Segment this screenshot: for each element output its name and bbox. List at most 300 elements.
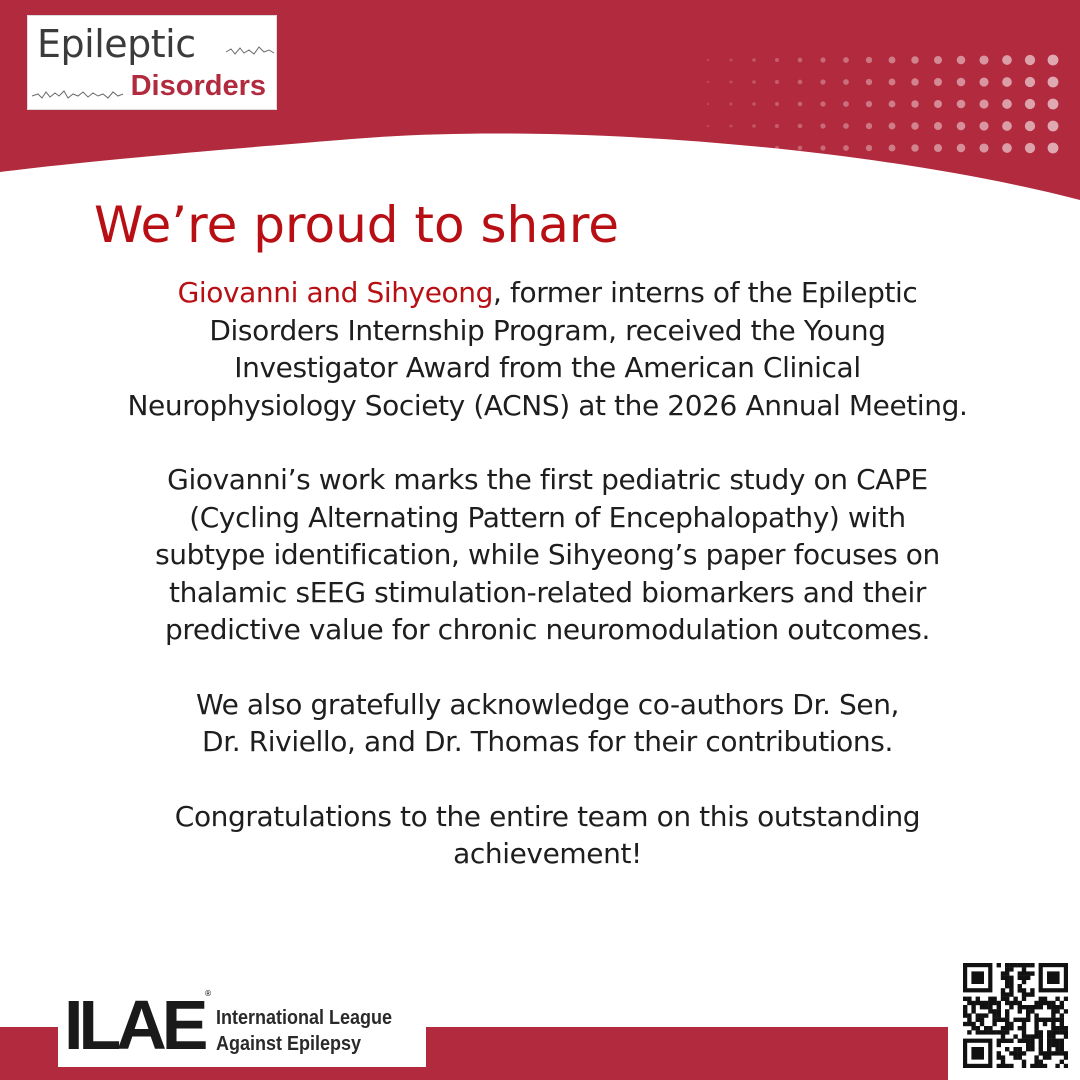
qr-module [1026, 976, 1030, 980]
decorative-dot [798, 102, 803, 107]
qr-module [1064, 1055, 1068, 1059]
qr-module [1005, 1018, 1009, 1022]
qr-module [1060, 1051, 1064, 1055]
qr-module [976, 997, 980, 1001]
decorative-dot [957, 78, 966, 87]
qr-module [1009, 988, 1013, 992]
qr-module [1039, 1047, 1043, 1051]
text-line: Dr. Riviello, and Dr. Thomas for their contributions. [202, 725, 893, 758]
qr-finder [1047, 971, 1060, 984]
qr-module [1030, 1005, 1034, 1009]
qr-module [1009, 1039, 1013, 1043]
ilae-name-line1: International League [216, 1007, 393, 1029]
qr-module [1026, 1005, 1030, 1009]
qr-module [1022, 1064, 1026, 1068]
decorative-dot [1002, 143, 1012, 153]
qr-module [1034, 1060, 1038, 1064]
qr-module [980, 1013, 984, 1017]
qr-module [1047, 1047, 1051, 1051]
qr-module [976, 1013, 980, 1017]
qr-module [1009, 1051, 1013, 1055]
qr-module [1051, 1039, 1055, 1043]
qr-module [1060, 1039, 1064, 1043]
qr-module [1018, 976, 1022, 980]
qr-module [1055, 1005, 1059, 1009]
qr-module [1055, 1026, 1059, 1030]
qr-module [1064, 997, 1068, 1001]
decorative-dot [798, 124, 803, 129]
qr-module [1043, 1001, 1047, 1005]
qr-module [1001, 992, 1005, 996]
qr-module [1022, 992, 1026, 996]
decorative-dot [752, 102, 756, 106]
decorative-dot [866, 145, 872, 151]
decorative-dot [752, 58, 756, 62]
qr-module [1001, 1034, 1005, 1038]
qr-module [1013, 963, 1017, 967]
qr-module [988, 1030, 992, 1034]
qr-module [997, 1039, 1001, 1043]
decorative-dot [1002, 77, 1012, 87]
decorative-dot [979, 99, 988, 108]
decorative-dot [775, 80, 779, 84]
qr-module [988, 1005, 992, 1009]
qr-module [1047, 1030, 1051, 1034]
qr-module [1005, 976, 1009, 980]
qr-module [1022, 997, 1026, 1001]
awardees-names: Giovanni and Sihyeong [177, 276, 493, 309]
decorative-dot [957, 100, 966, 109]
qr-module [1055, 1009, 1059, 1013]
qr-module [1013, 997, 1017, 1001]
qr-module [1064, 1034, 1068, 1038]
qr-module [1034, 1001, 1038, 1005]
qr-module [1022, 1005, 1026, 1009]
qr-module [1022, 1018, 1026, 1022]
decorative-dot [843, 57, 849, 63]
qr-module [1043, 1022, 1047, 1026]
qr-module [1013, 1055, 1017, 1059]
qr-module [1001, 1018, 1005, 1022]
qr-module [1013, 1034, 1017, 1038]
ilae-name-line2: Against Epilepsy [216, 1033, 362, 1055]
decorative-dot [889, 101, 896, 108]
decorative-dot [775, 58, 779, 62]
qr-module [963, 997, 967, 1001]
decorative-dot [775, 146, 779, 150]
decorative-dot [911, 144, 918, 151]
qr-module [1051, 1001, 1055, 1005]
qr-module [963, 1005, 967, 1009]
qr-module [1009, 1064, 1013, 1068]
qr-module [1039, 1030, 1043, 1034]
qr-module [1034, 1026, 1038, 1030]
decorative-dot [957, 56, 966, 65]
qr-module [1047, 1051, 1051, 1055]
qr-module [1055, 1018, 1059, 1022]
qr-module [1018, 1055, 1022, 1059]
qr-module [980, 1001, 984, 1005]
qr-module [1034, 1022, 1038, 1026]
qr-module [1030, 1047, 1034, 1051]
qr-module [1005, 1001, 1009, 1005]
qr-module [1039, 1064, 1043, 1068]
decorative-dot [911, 56, 918, 63]
qr-module [1022, 1060, 1026, 1064]
qr-module [1047, 1055, 1051, 1059]
qr-module [1051, 1009, 1055, 1013]
qr-module [984, 1030, 988, 1034]
qr-module [1022, 1034, 1026, 1038]
decorative-dot [889, 145, 896, 152]
qr-module [1018, 988, 1022, 992]
text-line: Investigator Award from the American Clinical [234, 351, 861, 384]
decorative-dot [934, 56, 942, 64]
qr-module [1022, 1022, 1026, 1026]
decorative-dot [843, 101, 849, 107]
journal-logo [27, 15, 277, 110]
qr-module [1009, 976, 1013, 980]
decorative-dot [889, 57, 896, 64]
qr-module [1005, 967, 1009, 971]
decorative-dot [957, 122, 966, 131]
decorative-dot [911, 78, 918, 85]
qr-module [1039, 1039, 1043, 1043]
text-line: achievement! [453, 837, 642, 870]
qr-module [1030, 1043, 1034, 1047]
decorative-dot [866, 79, 872, 85]
qr-module [1043, 1018, 1047, 1022]
qr-module [967, 1018, 971, 1022]
decorative-dot [866, 123, 872, 129]
decorative-dot [1025, 121, 1035, 131]
qr-module [1034, 1030, 1038, 1034]
qr-module [1060, 1022, 1064, 1026]
qr-module [1060, 1018, 1064, 1022]
text-line: predictive value for chronic neuromodulation outcomes. [165, 613, 930, 646]
qr-module [1018, 963, 1022, 967]
paragraph-acknowledgement [40, 686, 1055, 761]
qr-module [1026, 971, 1030, 975]
qr-module [1051, 1043, 1055, 1047]
qr-module [1009, 992, 1013, 996]
text-line: (Cycling Alternating Pattern of Encephalopathy) with [189, 500, 906, 534]
qr-module [1051, 1026, 1055, 1030]
qr-module [1051, 1013, 1055, 1017]
decorative-dot [1002, 55, 1012, 65]
qr-module [971, 1005, 975, 1009]
qr-module [1043, 1051, 1047, 1055]
qr-module [1055, 1043, 1059, 1047]
qr-module [1022, 971, 1026, 975]
decorative-dot [911, 122, 918, 129]
qr-module [1034, 1018, 1038, 1022]
qr-module [997, 1030, 1001, 1034]
qr-module [1013, 1047, 1017, 1051]
qr-module [1034, 1055, 1038, 1059]
qr-module [1055, 1047, 1059, 1051]
text-line: Giovanni’s work marks the first pediatric study on CAPE [167, 463, 928, 496]
qr-module [1034, 1034, 1038, 1038]
decorative-dot [866, 101, 872, 107]
qr-module [1009, 1005, 1013, 1009]
qr-module [1022, 967, 1026, 971]
qr-module [980, 1030, 984, 1034]
page-title: We’re proud to share [94, 196, 620, 254]
decorative-dot [1025, 99, 1035, 109]
qr-module [1022, 976, 1026, 980]
qr-module [984, 1001, 988, 1005]
qr-module [963, 1022, 967, 1026]
qr-module [1005, 1047, 1009, 1051]
qr-module [1009, 1026, 1013, 1030]
qr-module [997, 1005, 1001, 1009]
qr-module [992, 997, 996, 1001]
decorative-dot [843, 79, 849, 85]
qr-module [1013, 1051, 1017, 1055]
qr-module [1005, 1022, 1009, 1026]
decorative-dot [1048, 121, 1059, 132]
decorative-dot [730, 125, 733, 128]
announcement-body [40, 274, 1055, 910]
qr-module [1009, 980, 1013, 984]
decorative-dot [798, 80, 803, 85]
qr-module [992, 1013, 996, 1017]
qr-module [1022, 1039, 1026, 1043]
decorative-dot [707, 81, 709, 83]
qr-module [1064, 1064, 1068, 1068]
qr-module [967, 1022, 971, 1026]
qr-module [1022, 963, 1026, 967]
qr-module [1030, 1064, 1034, 1068]
decorative-dot [820, 101, 825, 106]
decorative-dot [1048, 55, 1059, 66]
decorative-dot [707, 125, 709, 127]
qr-module [1001, 971, 1005, 975]
qr-module [1005, 1039, 1009, 1043]
text-line: Disorders Internship Program, received the Young [209, 313, 886, 347]
qr-module [997, 963, 1001, 967]
decorative-dot [707, 59, 709, 61]
qr-module [1039, 1001, 1043, 1005]
decorative-dot [934, 78, 942, 86]
decorative-dot [707, 147, 709, 149]
qr-module [1001, 988, 1005, 992]
qr-module [1064, 1009, 1068, 1013]
qr-module [1064, 1030, 1068, 1034]
qr-module [988, 1026, 992, 1030]
qr-module [1060, 1005, 1064, 1009]
qr-module [992, 1001, 996, 1005]
qr-module [1022, 980, 1026, 984]
qr-module [1055, 1051, 1059, 1055]
decorative-dot [1048, 77, 1059, 88]
qr-module [1055, 1030, 1059, 1034]
decorative-dot [730, 147, 733, 150]
decorative-dot [979, 77, 988, 86]
decorative-dot [707, 103, 709, 105]
decorative-dot [843, 123, 849, 129]
qr-module [984, 1026, 988, 1030]
qr-module [1026, 1018, 1030, 1022]
decorative-dot [775, 124, 779, 128]
paragraph-research [40, 461, 1055, 649]
qr-module [1018, 1001, 1022, 1005]
qr-module [1018, 1047, 1022, 1051]
qr-module [997, 1055, 1001, 1059]
decorative-dot [979, 121, 988, 130]
qr-module [1013, 1001, 1017, 1005]
registered-mark: ® [204, 989, 212, 998]
qr-module [1064, 1026, 1068, 1030]
qr-module [988, 997, 992, 1001]
qr-module [1051, 1034, 1055, 1038]
ilae-name [216, 1005, 392, 1057]
qr-module [1064, 1051, 1068, 1055]
qr-module [1039, 1043, 1043, 1047]
decorative-dot [934, 122, 942, 130]
qr-module [1001, 1026, 1005, 1030]
qr-module [1018, 1005, 1022, 1009]
qr-module [1001, 1060, 1005, 1064]
qr-module [1051, 1051, 1055, 1055]
qr-module [984, 1013, 988, 1017]
qr-module [1005, 992, 1009, 996]
qr-module [1005, 963, 1009, 967]
qr-module [997, 1051, 1001, 1055]
qr-module [1013, 1018, 1017, 1022]
decorative-dot [820, 123, 825, 128]
decorative-dot [798, 146, 803, 151]
qr-module [1026, 1034, 1030, 1038]
decorative-dot [775, 102, 779, 106]
decorative-dot [934, 144, 942, 152]
decorative-dot [752, 80, 756, 84]
qr-module [1022, 1030, 1026, 1034]
qr-module [980, 1018, 984, 1022]
qr-module [1005, 1013, 1009, 1017]
qr-module [1022, 988, 1026, 992]
qr-module [1051, 1030, 1055, 1034]
qr-module [976, 1030, 980, 1034]
qr-module [1047, 1001, 1051, 1005]
decorative-dot [820, 57, 825, 62]
decorative-dot [730, 103, 733, 106]
qr-module [992, 1018, 996, 1022]
qr-module [976, 1026, 980, 1030]
qr-module [971, 1009, 975, 1013]
qr-module [1018, 1026, 1022, 1030]
qr-module [1055, 1039, 1059, 1043]
qr-module [967, 1030, 971, 1034]
qr-module [1047, 1039, 1051, 1043]
qr-module [1001, 1055, 1005, 1059]
qr-module [1026, 1013, 1030, 1017]
qr-module [997, 1043, 1001, 1047]
qr-module [988, 1001, 992, 1005]
qr-module [1051, 1005, 1055, 1009]
qr-module [1018, 1009, 1022, 1013]
decorative-dot [889, 123, 896, 130]
qr-module [1047, 1034, 1051, 1038]
qr-finder [971, 971, 984, 984]
qr-module [1060, 1001, 1064, 1005]
text-line: thalamic sEEG stimulation-related biomarkers and their [168, 575, 926, 609]
qr-module [1005, 997, 1009, 1001]
qr-module [984, 1005, 988, 1009]
qr-module [980, 1005, 984, 1009]
qr-module [1026, 992, 1030, 996]
paragraph-congratulations [40, 798, 1055, 873]
qr-finder [971, 1047, 984, 1060]
qr-module [1009, 1022, 1013, 1026]
qr-module [1051, 1018, 1055, 1022]
qr-module [997, 1018, 1001, 1022]
qr-module [1005, 980, 1009, 984]
decorative-dot [911, 100, 918, 107]
decorative-dot [934, 100, 942, 108]
decorative-dot [1025, 55, 1035, 65]
text-line: , former interns of the Epileptic [493, 276, 918, 309]
qr-module [1039, 1018, 1043, 1022]
qr-module [1005, 1009, 1009, 1013]
journal-title-line2: Disorders [130, 70, 266, 102]
qr-module [1018, 1051, 1022, 1055]
qr-module [967, 1013, 971, 1017]
qr-module [1039, 997, 1043, 1001]
qr-module [1026, 963, 1030, 967]
qr-module [1001, 976, 1005, 980]
qr-module [980, 1022, 984, 1026]
decorative-dot [730, 81, 733, 84]
qr-module [1034, 1005, 1038, 1009]
qr-code-icon[interactable] [963, 963, 1068, 1068]
qr-module [963, 1009, 967, 1013]
text-line: subtype identification, while Sihyeong’s paper focuses on [155, 538, 940, 571]
qr-module [1022, 1026, 1026, 1030]
qr-module [1047, 1043, 1051, 1047]
journal-title-line1: Epileptic [37, 22, 196, 66]
qr-module [1034, 1013, 1038, 1017]
decorative-dot [979, 55, 988, 64]
qr-module [1022, 1051, 1026, 1055]
qr-module [1018, 1018, 1022, 1022]
qr-module [1026, 1043, 1030, 1047]
decorative-dot [1048, 99, 1059, 110]
qr-module [1030, 963, 1034, 967]
qr-module [1009, 1001, 1013, 1005]
decorative-dot [798, 58, 803, 63]
qr-module [1030, 1039, 1034, 1043]
qr-module [997, 1064, 1001, 1068]
qr-module [1030, 971, 1034, 975]
qr-module [988, 1009, 992, 1013]
qr-module [1034, 1064, 1038, 1068]
qr-module [1001, 1064, 1005, 1068]
text-line: Neurophysiology Society (ACNS) at the 2026 Annual Meeting. [127, 388, 968, 422]
decorative-dot [752, 124, 756, 128]
qr-module [992, 1022, 996, 1026]
qr-module [1005, 1030, 1009, 1034]
qr-module [976, 1018, 980, 1022]
qr-module [997, 1009, 1001, 1013]
qr-module [963, 1013, 967, 1017]
qr-module [1030, 1009, 1034, 1013]
decorative-dot [820, 145, 825, 150]
qr-module [967, 997, 971, 1001]
qr-module [997, 1001, 1001, 1005]
qr-module [1001, 1039, 1005, 1043]
